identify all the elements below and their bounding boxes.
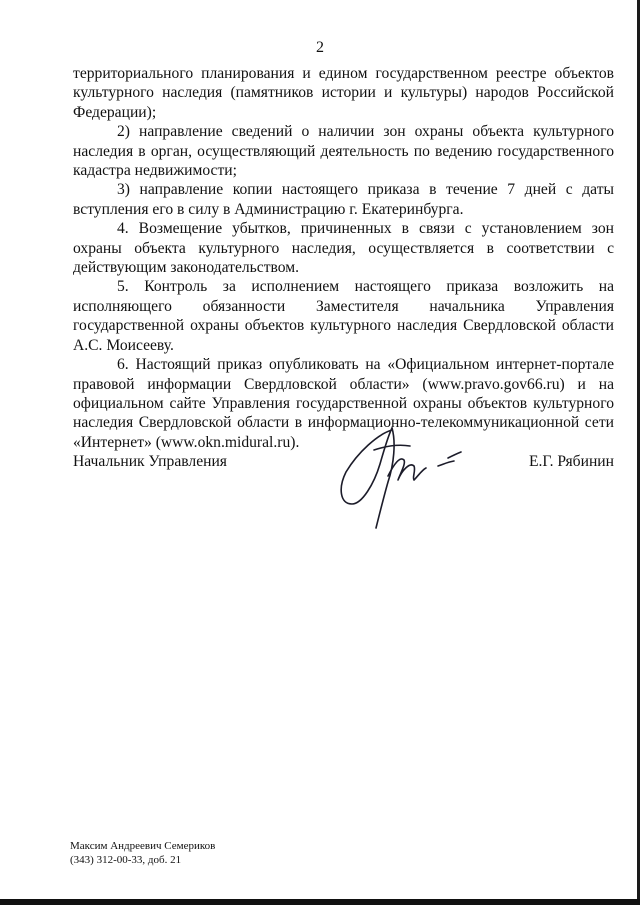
paragraph-continuation: территориального планирования и едином государственном реестре объектов культурного наследия (памятников истории и культуры) народов Российской Федерации);	[73, 65, 614, 121]
order-body	[73, 64, 614, 452]
page-number: 2	[316, 39, 324, 56]
signer-name: Е.Г. Рябинин	[528, 453, 614, 470]
executor-info	[70, 839, 215, 867]
paragraph-cadastre: 2) направление сведений о наличии зон охраны объекта культурного наследия в орган, осуществляющий деятельность по ведению государственного кадастра недвижимости;	[73, 123, 614, 180]
paragraph-damages: 4. Возмещение убытков, причиненных в связи с установлением зон охраны объекта культурного наследия, осуществляется в соответствии с действующим законодательством.	[73, 220, 614, 277]
paragraph-administration: 3) направление копии настоящего приказа в течение 7 дней с даты вступления его в силу в Администрацию г. Екатеринбурга.	[73, 181, 614, 218]
executor-phone: (343) 312-00-33, доб. 21	[70, 854, 182, 866]
paragraph-control: 5. Контроль за исполнением настоящего приказа возложить на исполняющего обязанности Заместителя начальника Управления государственной охраны объектов культурного наследия Свердловской области А.С. Моисееву.	[73, 278, 614, 354]
handwritten-signature	[330, 412, 470, 537]
signer-title: Начальник Управления	[73, 453, 227, 470]
paragraph-publication: 6. Настоящий приказ опубликовать на «Официальном интернет-портале правовой информации Свердловской области» (www.pravo.gov66.ru) и на официальном сайте Управления государственной охраны объектов культурного наследия Свердловской области в информационно-телекоммуникационной сети «Интернет» (www.okn.midural.ru).	[73, 356, 614, 451]
scan-edge-bottom	[0, 899, 640, 905]
executor-name: Максим Андреевич Семериков	[70, 840, 216, 852]
